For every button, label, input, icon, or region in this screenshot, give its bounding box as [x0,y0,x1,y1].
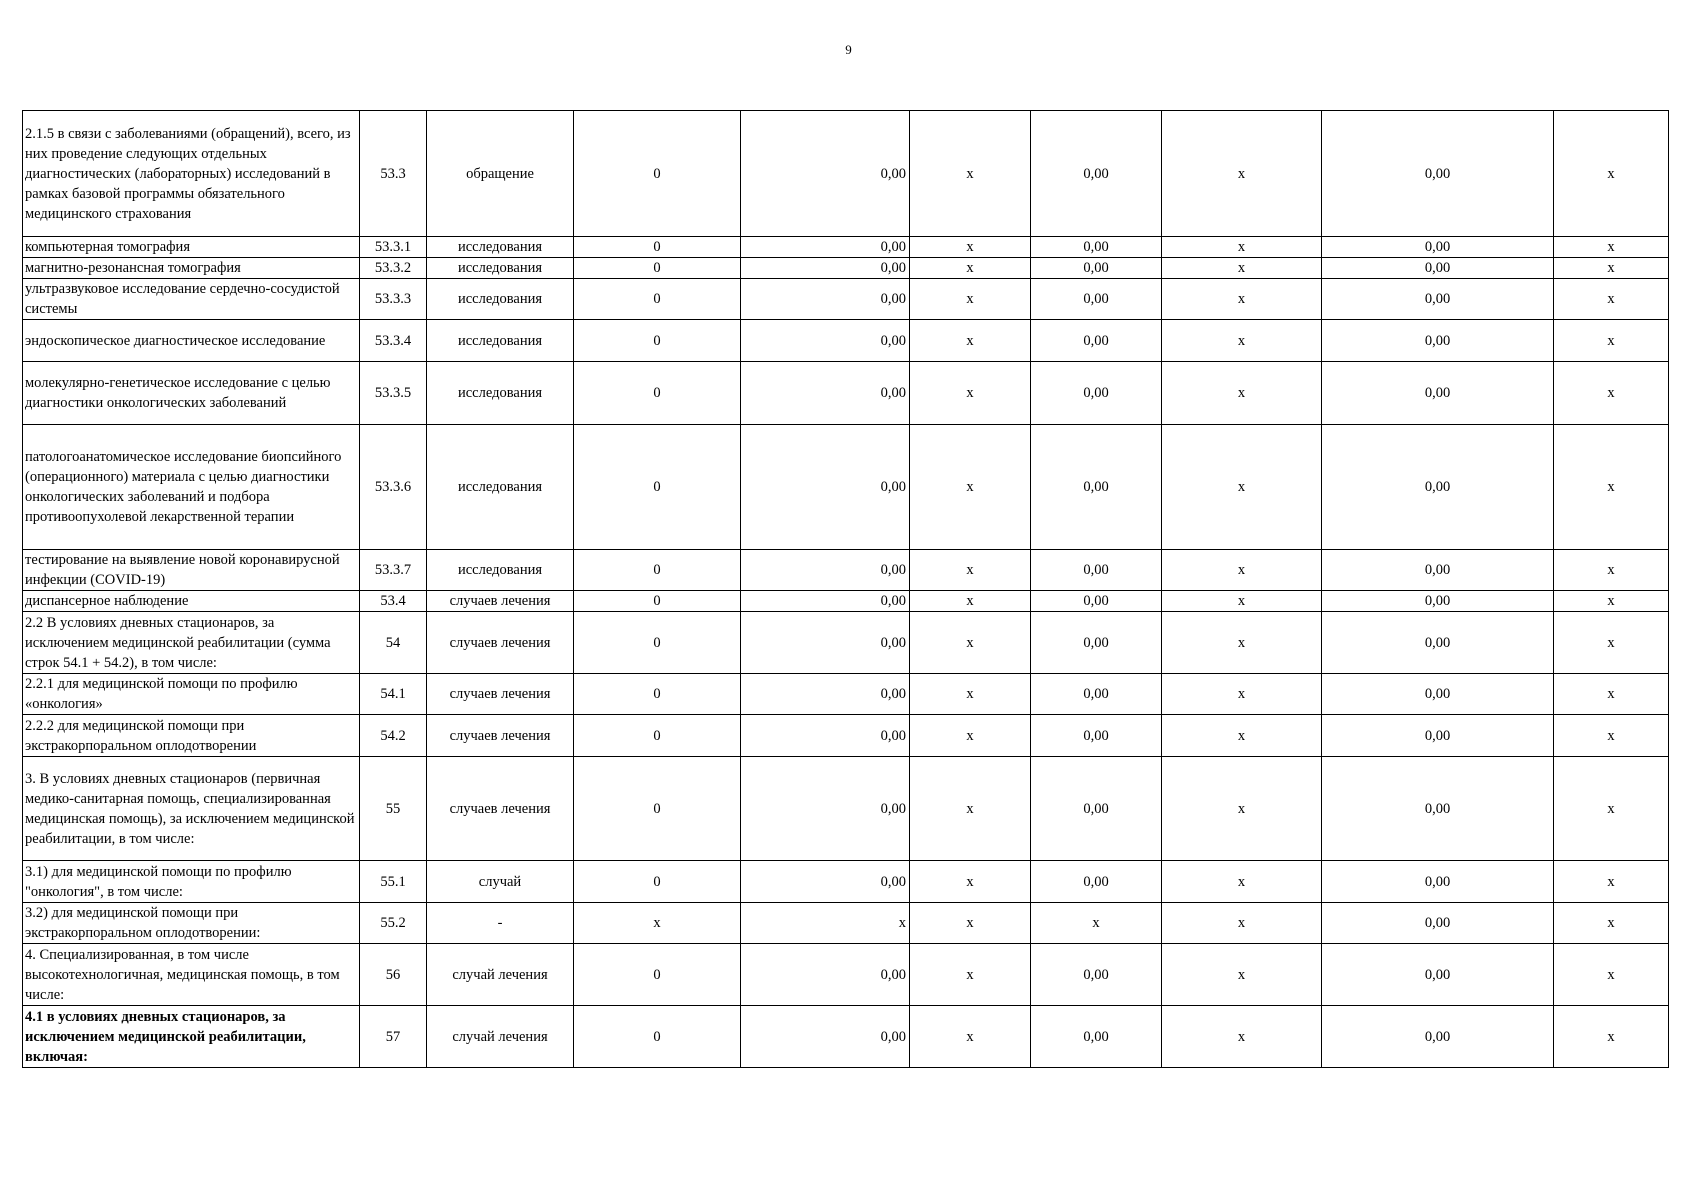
cell-col10: x [1554,944,1669,1006]
cell-col10: x [1554,612,1669,674]
table-row [23,111,1669,237]
cell-col6: x [910,258,1031,279]
cell-col4: 0 [574,362,741,425]
cell-col4: 0 [574,612,741,674]
row-code: 53.3.2 [360,258,427,279]
row-name: 2.2 В условиях дневных стационаров, за исключением медицинской реабилитации (сумма строк 54.1 + 54.2), в том числе: [23,612,360,674]
cell-col4: 0 [574,258,741,279]
cell-col8: x [1162,550,1322,591]
cell-col10: x [1554,320,1669,362]
row-unit: случай лечения [427,1006,574,1068]
cell-col4: x [574,903,741,944]
row-name: 3. В условиях дневных стационаров (первичная медико-санитарная помощь, специализированная медицинская помощь), за исключением медицинской реабилитации, в том числе: [23,757,360,861]
cell-col8: x [1162,757,1322,861]
cell-col10: x [1554,258,1669,279]
cell-col8: x [1162,612,1322,674]
row-code: 53.3.7 [360,550,427,591]
cell-col10: x [1554,362,1669,425]
cell-col8: x [1162,715,1322,757]
cell-col8: x [1162,237,1322,258]
row-unit: исследования [427,237,574,258]
cell-col7: 0,00 [1031,320,1162,362]
cell-col8: x [1162,1006,1322,1068]
row-unit: случаев лечения [427,674,574,715]
cell-col10: x [1554,237,1669,258]
cell-col7: 0,00 [1031,944,1162,1006]
row-code: 57 [360,1006,427,1068]
cell-col9: 0,00 [1322,715,1554,757]
cell-col7: 0,00 [1031,550,1162,591]
cell-col4: 0 [574,1006,741,1068]
cell-col7: 0,00 [1031,674,1162,715]
cell-col4: 0 [574,550,741,591]
cell-col5: 0,00 [741,944,910,1006]
cell-col8: x [1162,591,1322,612]
cell-col10: x [1554,674,1669,715]
table-row [23,757,1669,861]
cell-col6: x [910,674,1031,715]
cell-col6: x [910,237,1031,258]
cell-col9: 0,00 [1322,944,1554,1006]
row-name: 2.1.5 в связи с заболеваниями (обращений), всего, из них проведение следующих отдельных диагностических (лабораторных) исследований в рамках базовой программы обязательного медицинского страхования [23,111,360,237]
cell-col9: 0,00 [1322,861,1554,903]
table-row [23,861,1669,903]
row-name: патологоанатомическое исследование биопсийного (операционного) материала с целью диагностики онкологических заболеваний и подбора противоопухолевой лекарственной терапии [23,425,360,550]
cell-col7: 0,00 [1031,279,1162,320]
cell-col6: x [910,903,1031,944]
cell-col5: 0,00 [741,425,910,550]
cell-col4: 0 [574,237,741,258]
table-row [23,591,1669,612]
cell-col9: 0,00 [1322,320,1554,362]
cell-col8: x [1162,320,1322,362]
row-unit: исследования [427,425,574,550]
row-name: 4. Специализированная, в том числе высокотехнологичная, медицинская помощь, в том числе: [23,944,360,1006]
cell-col6: x [910,362,1031,425]
row-name: 4.1 в условиях дневных стационаров, за исключением медицинской реабилитации, включая: [23,1006,360,1068]
cell-col7: 0,00 [1031,237,1162,258]
table-row [23,674,1669,715]
cell-col6: x [910,591,1031,612]
cell-col5: 0,00 [741,550,910,591]
row-code: 55.2 [360,903,427,944]
row-unit: случаев лечения [427,757,574,861]
cell-col5: 0,00 [741,612,910,674]
table-row [23,550,1669,591]
cell-col6: x [910,111,1031,237]
cell-col8: x [1162,258,1322,279]
cell-col6: x [910,715,1031,757]
table-row [23,279,1669,320]
table-row [23,258,1669,279]
row-code: 54 [360,612,427,674]
row-code: 53.3.1 [360,237,427,258]
cell-col4: 0 [574,279,741,320]
row-code: 53.3.6 [360,425,427,550]
cell-col6: x [910,425,1031,550]
cell-col7: 0,00 [1031,111,1162,237]
cell-col7: 0,00 [1031,757,1162,861]
row-name: магнитно-резонансная томография [23,258,360,279]
cell-col10: x [1554,591,1669,612]
table-body [23,111,1669,1068]
cell-col7: 0,00 [1031,258,1162,279]
cell-col6: x [910,612,1031,674]
cell-col8: x [1162,362,1322,425]
row-name: диспансерное наблюдение [23,591,360,612]
cell-col7: 0,00 [1031,612,1162,674]
cell-col4: 0 [574,861,741,903]
cell-col9: 0,00 [1322,258,1554,279]
row-code: 53.3 [360,111,427,237]
row-unit: исследования [427,258,574,279]
cell-col4: 0 [574,111,741,237]
row-unit: обращение [427,111,574,237]
row-code: 53.3.4 [360,320,427,362]
cell-col6: x [910,279,1031,320]
row-unit: исследования [427,279,574,320]
row-code: 54.2 [360,715,427,757]
row-code: 53.3.5 [360,362,427,425]
row-unit: случаев лечения [427,612,574,674]
row-name: тестирование на выявление новой коронавирусной инфекции (COVID-19) [23,550,360,591]
table-row [23,425,1669,550]
cell-col5: x [741,903,910,944]
cell-col8: x [1162,111,1322,237]
row-code: 54.1 [360,674,427,715]
cell-col7: 0,00 [1031,362,1162,425]
cell-col10: x [1554,279,1669,320]
cell-col6: x [910,550,1031,591]
cell-col6: x [910,1006,1031,1068]
row-name: 2.2.2 для медицинской помощи при экстракорпоральном оплодотворении [23,715,360,757]
cell-col8: x [1162,903,1322,944]
cell-col5: 0,00 [741,258,910,279]
cell-col7: 0,00 [1031,715,1162,757]
row-name: компьютерная томография [23,237,360,258]
row-unit: исследования [427,550,574,591]
cell-col8: x [1162,861,1322,903]
cell-col6: x [910,944,1031,1006]
cell-col7: x [1031,903,1162,944]
cell-col10: x [1554,715,1669,757]
cell-col9: 0,00 [1322,362,1554,425]
cell-col9: 0,00 [1322,591,1554,612]
row-code: 53.3.3 [360,279,427,320]
table-row [23,612,1669,674]
row-unit: случай [427,861,574,903]
cell-col9: 0,00 [1322,550,1554,591]
cell-col10: x [1554,425,1669,550]
cell-col4: 0 [574,425,741,550]
table-row [23,944,1669,1006]
cell-col5: 0,00 [741,674,910,715]
row-code: 55.1 [360,861,427,903]
cell-col5: 0,00 [741,237,910,258]
cell-col9: 0,00 [1322,111,1554,237]
cell-col9: 0,00 [1322,1006,1554,1068]
cell-col6: x [910,320,1031,362]
cell-col4: 0 [574,320,741,362]
cell-col10: x [1554,550,1669,591]
row-unit: случай лечения [427,944,574,1006]
row-code: 53.4 [360,591,427,612]
cell-col6: x [910,757,1031,861]
cell-col5: 0,00 [741,111,910,237]
row-name: 3.2) для медицинской помощи при экстракорпоральном оплодотворении: [23,903,360,944]
cell-col10: x [1554,757,1669,861]
cell-col7: 0,00 [1031,591,1162,612]
cell-col4: 0 [574,674,741,715]
cell-col8: x [1162,425,1322,550]
cell-col5: 0,00 [741,715,910,757]
cell-col9: 0,00 [1322,903,1554,944]
table-row [23,362,1669,425]
cell-col6: x [910,861,1031,903]
row-name: молекулярно-генетическое исследование с целью диагностики онкологических заболеваний [23,362,360,425]
cell-col4: 0 [574,715,741,757]
cell-col5: 0,00 [741,362,910,425]
cell-col10: x [1554,111,1669,237]
cell-col7: 0,00 [1031,861,1162,903]
cell-col5: 0,00 [741,320,910,362]
cell-col8: x [1162,944,1322,1006]
cell-col5: 0,00 [741,1006,910,1068]
row-unit: исследования [427,320,574,362]
table-row [23,1006,1669,1068]
cell-col9: 0,00 [1322,425,1554,550]
table-row [23,237,1669,258]
cell-col9: 0,00 [1322,674,1554,715]
row-unit: случаев лечения [427,715,574,757]
volume-table [22,110,1669,1068]
cell-col10: x [1554,903,1669,944]
table-row [23,903,1669,944]
cell-col5: 0,00 [741,861,910,903]
cell-col10: x [1554,1006,1669,1068]
row-code: 56 [360,944,427,1006]
row-name: 3.1) для медицинской помощи по профилю "онкология", в том числе: [23,861,360,903]
table-row [23,320,1669,362]
cell-col4: 0 [574,757,741,861]
cell-col8: x [1162,674,1322,715]
cell-col5: 0,00 [741,757,910,861]
cell-col9: 0,00 [1322,237,1554,258]
cell-col4: 0 [574,591,741,612]
cell-col9: 0,00 [1322,612,1554,674]
cell-col10: x [1554,861,1669,903]
cell-col7: 0,00 [1031,425,1162,550]
cell-col5: 0,00 [741,591,910,612]
cell-col4: 0 [574,944,741,1006]
row-unit: случаев лечения [427,591,574,612]
row-unit: - [427,903,574,944]
row-name: эндоскопическое диагностическое исследование [23,320,360,362]
page-number: 9 [845,42,852,57]
cell-col8: x [1162,279,1322,320]
cell-col9: 0,00 [1322,757,1554,861]
cell-col9: 0,00 [1322,279,1554,320]
row-unit: исследования [427,362,574,425]
row-code: 55 [360,757,427,861]
row-name: ультразвуковое исследование сердечно-сосудистой системы [23,279,360,320]
table-row [23,715,1669,757]
cell-col7: 0,00 [1031,1006,1162,1068]
cell-col5: 0,00 [741,279,910,320]
row-name: 2.2.1 для медицинской помощи по профилю «онкология» [23,674,360,715]
